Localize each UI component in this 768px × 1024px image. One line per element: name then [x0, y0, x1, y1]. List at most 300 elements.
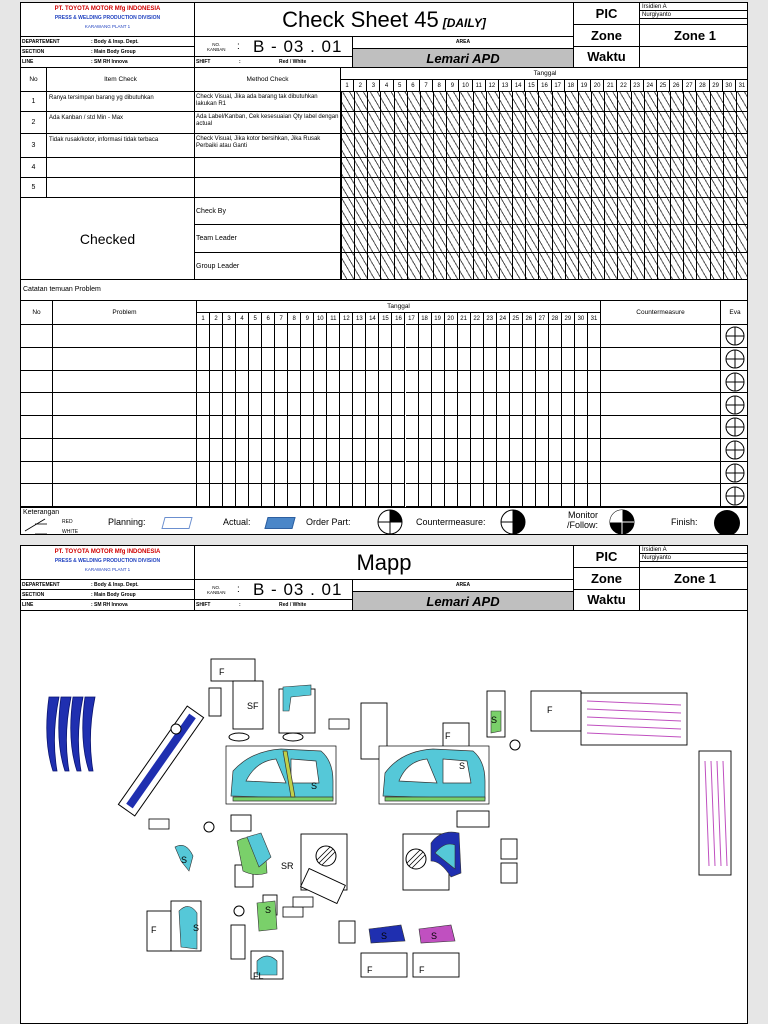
prob-day-cell	[366, 484, 379, 507]
prob-day-header: 3	[223, 313, 236, 325]
prob-day-cell	[406, 484, 419, 507]
prob-day-cell	[392, 325, 405, 348]
prob-day-header: 14	[366, 313, 379, 325]
day-header: 24	[644, 80, 657, 92]
prob-day-header: 4	[236, 313, 249, 325]
prob-row-countermeasure	[601, 348, 721, 371]
prob-day-cell	[471, 439, 484, 462]
prob-day-cell	[471, 484, 484, 507]
prob-col-countermeasure: Countermeasure	[601, 301, 721, 325]
prob-day-cell	[288, 439, 301, 462]
actual-swatch	[264, 517, 295, 529]
prob-row-eva	[721, 439, 748, 462]
prob-day-cell	[432, 439, 445, 462]
prob-day-cell	[523, 325, 536, 348]
prob-day-cell	[197, 325, 210, 348]
pic-zone-block: PIC Irsidien A Nurgiyanto Zone Zone 1 Waktu	[573, 3, 748, 67]
item-check-table	[21, 67, 748, 279]
car-body-side-panel	[379, 746, 489, 804]
prob-day-header: 5	[249, 313, 262, 325]
day-header: 20	[591, 80, 604, 92]
prob-day-cell	[471, 416, 484, 439]
prob-day-cell	[575, 371, 588, 394]
item-check: Ranya tersimpan barang yg dibutuhkan	[47, 92, 195, 112]
prob-day-cell	[588, 325, 601, 348]
map-label-s: S	[311, 781, 318, 791]
prob-day-cell	[484, 348, 497, 371]
map-label-f: F	[367, 965, 373, 975]
prob-row-eva	[721, 325, 748, 348]
prob-day-cell	[340, 484, 353, 507]
prob-day-cell	[353, 484, 366, 507]
prob-day-header: 21	[458, 313, 471, 325]
prob-day-cell	[419, 462, 432, 485]
prob-day-cell	[249, 439, 262, 462]
prob-day-cell	[392, 348, 405, 371]
prob-day-header: 7	[275, 313, 288, 325]
eval-circle-icon	[725, 440, 745, 460]
prob-day-cell	[223, 393, 236, 416]
prob-day-cell	[197, 371, 210, 394]
prob-day-cell	[379, 348, 392, 371]
method-check	[195, 178, 341, 198]
prob-day-header: 20	[445, 313, 458, 325]
prob-day-cell	[392, 439, 405, 462]
prob-day-cell	[301, 416, 314, 439]
countermeasure-icon	[500, 509, 526, 535]
prob-day-cell	[314, 484, 327, 507]
prob-day-cell	[340, 348, 353, 371]
map-label-f: F	[547, 705, 553, 715]
prob-day-header: 19	[432, 313, 445, 325]
prob-day-cell	[484, 416, 497, 439]
prob-day-cell	[471, 393, 484, 416]
prob-row-countermeasure	[601, 484, 721, 507]
day-header: 18	[565, 80, 578, 92]
prob-day-cell	[588, 484, 601, 507]
prob-day-cell	[197, 348, 210, 371]
prob-day-cell	[210, 371, 223, 394]
prob-row-countermeasure	[601, 462, 721, 485]
car-body-side-panel	[226, 746, 336, 804]
prob-day-header: 6	[262, 313, 275, 325]
eval-circle-icon	[725, 417, 745, 437]
prob-day-cell	[588, 439, 601, 462]
signature-team-leader: Team Leader	[195, 225, 341, 252]
prob-day-cell	[484, 439, 497, 462]
prob-day-cell	[471, 462, 484, 485]
prob-day-cell	[536, 325, 549, 348]
shift-row: SHIFT : Red / White	[195, 57, 353, 67]
catatan-label: Catatan temuan Problem	[21, 279, 748, 301]
prob-day-cell	[236, 484, 249, 507]
grid-line	[341, 224, 748, 225]
monitor-follow-icon	[609, 509, 635, 535]
prob-row-countermeasure	[601, 439, 721, 462]
prob-day-header: 29	[562, 313, 575, 325]
grid-line	[341, 252, 748, 253]
map-label-f: F	[445, 731, 451, 741]
prob-day-cell	[327, 439, 340, 462]
prob-day-cell	[419, 325, 432, 348]
prob-day-cell	[288, 371, 301, 394]
prob-day-cell	[197, 462, 210, 485]
prob-day-cell	[379, 439, 392, 462]
prob-day-cell	[575, 325, 588, 348]
prob-day-cell	[510, 416, 523, 439]
day-header: 26	[670, 80, 683, 92]
prob-day-cell	[288, 393, 301, 416]
prob-day-cell	[419, 484, 432, 507]
prob-day-cell	[549, 484, 562, 507]
prob-day-cell	[497, 325, 510, 348]
prob-day-cell	[301, 439, 314, 462]
department-row: DEPARTEMENT : Body & Insp. Dept.	[21, 37, 195, 47]
sheet-title: Mapp	[195, 546, 573, 580]
prob-day-cell	[366, 416, 379, 439]
prob-day-cell	[536, 348, 549, 371]
prob-day-cell	[575, 462, 588, 485]
prob-day-header: 17	[406, 313, 419, 325]
order-part-icon	[377, 509, 403, 535]
prob-day-cell	[223, 325, 236, 348]
prob-day-cell	[575, 348, 588, 371]
prob-day-cell	[288, 325, 301, 348]
prob-day-cell	[419, 416, 432, 439]
map-label-f: F	[151, 925, 157, 935]
prob-day-cell	[392, 393, 405, 416]
prob-day-cell	[458, 484, 471, 507]
prob-col-no: No	[21, 301, 53, 325]
prob-day-cell	[236, 393, 249, 416]
prob-day-cell	[510, 325, 523, 348]
prob-day-cell	[288, 348, 301, 371]
prob-day-cell	[210, 462, 223, 485]
prob-day-cell	[432, 371, 445, 394]
prob-row-countermeasure	[601, 371, 721, 394]
prob-row-problem	[53, 462, 197, 485]
prob-day-cell	[379, 416, 392, 439]
prob-day-header: 30	[575, 313, 588, 325]
grid-line	[341, 197, 748, 198]
prob-day-cell	[458, 348, 471, 371]
prob-day-cell	[314, 416, 327, 439]
layout-map	[21, 610, 748, 1024]
pink-roof-parts	[581, 693, 731, 875]
prob-day-cell	[340, 393, 353, 416]
prob-day-cell	[471, 325, 484, 348]
prob-day-cell	[275, 484, 288, 507]
prob-row-no	[21, 325, 53, 348]
prob-day-cell	[223, 371, 236, 394]
grid-line	[341, 157, 748, 158]
prob-day-cell	[536, 371, 549, 394]
prob-row-countermeasure	[601, 393, 721, 416]
map-label-s: S	[265, 905, 272, 915]
day-header: 25	[657, 80, 670, 92]
day-header: 11	[473, 80, 486, 92]
col-tanggal: Tanggal	[341, 68, 748, 80]
item-no: 5	[21, 178, 47, 198]
prob-row-problem	[53, 348, 197, 371]
item-no: 2	[21, 112, 47, 134]
prob-row-no	[21, 371, 53, 394]
prob-day-cell	[353, 325, 366, 348]
division-name: PRESS & WELDING PRODUCTION DIVISION	[54, 15, 161, 21]
eval-circle-icon	[725, 326, 745, 346]
prob-day-cell	[366, 393, 379, 416]
prob-day-cell	[262, 348, 275, 371]
prob-day-cell	[562, 439, 575, 462]
day-header: 12	[486, 80, 499, 92]
prob-day-cell	[484, 325, 497, 348]
prob-day-cell	[223, 484, 236, 507]
map-label-s: S	[459, 761, 466, 771]
prob-day-cell	[301, 348, 314, 371]
prob-day-cell	[406, 439, 419, 462]
prob-day-header: 28	[549, 313, 562, 325]
map-label-s: S	[193, 923, 200, 933]
prob-day-cell	[353, 371, 366, 394]
sheet-title: Check Sheet 45 [DAILY]	[195, 3, 573, 37]
prob-day-cell	[275, 439, 288, 462]
prob-day-cell	[445, 393, 458, 416]
plant-name: KARAWANG PLANT 1	[84, 24, 131, 29]
prob-day-cell	[510, 462, 523, 485]
prob-day-cell	[536, 416, 549, 439]
day-header: 19	[578, 80, 591, 92]
grid-line	[341, 111, 748, 112]
prob-day-cell	[353, 348, 366, 371]
prob-col-tanggal: Tanggal	[197, 301, 601, 313]
prob-day-cell	[484, 393, 497, 416]
col-method: Method Check	[195, 68, 341, 92]
prob-day-cell	[301, 325, 314, 348]
prob-day-header: 12	[340, 313, 353, 325]
prob-day-cell	[262, 439, 275, 462]
method-check	[195, 158, 341, 178]
prob-day-cell	[406, 393, 419, 416]
prob-row-problem	[53, 416, 197, 439]
prob-day-cell	[275, 371, 288, 394]
prob-day-cell	[432, 325, 445, 348]
prob-day-cell	[445, 462, 458, 485]
col-no: No	[21, 68, 47, 92]
prob-day-cell	[588, 462, 601, 485]
parts-layout-drawing	[21, 611, 748, 1024]
section-row: SECTION : Main Body Group	[21, 47, 195, 57]
prob-row-eva	[721, 371, 748, 394]
day-header: 10	[459, 80, 472, 92]
prob-day-cell	[549, 416, 562, 439]
map-label-s: S	[491, 715, 498, 725]
prob-day-cell	[588, 371, 601, 394]
map-label-fl: FL	[253, 971, 264, 981]
eval-circle-icon	[725, 463, 745, 483]
prob-day-header: 1	[197, 313, 210, 325]
method-check: Check Visual, Jika ada barang tak dibutuhkan lakukan R1	[195, 92, 341, 112]
prob-day-cell	[288, 462, 301, 485]
day-header: 29	[710, 80, 723, 92]
item-check: Tidak rusak/kotor, informasi tidak terbaca	[47, 134, 195, 158]
prob-row-countermeasure	[601, 325, 721, 348]
prob-day-cell	[327, 325, 340, 348]
prob-day-cell	[379, 325, 392, 348]
day-header: 4	[380, 80, 393, 92]
prob-row-problem	[53, 325, 197, 348]
prob-day-header: 18	[419, 313, 432, 325]
prob-day-cell	[419, 348, 432, 371]
prob-day-cell	[353, 393, 366, 416]
prob-day-cell	[458, 325, 471, 348]
red-white-arrow-icon	[23, 517, 49, 535]
day-header: 21	[604, 80, 617, 92]
prob-day-cell	[497, 371, 510, 394]
prob-day-cell	[549, 462, 562, 485]
prob-day-cell	[536, 462, 549, 485]
prob-day-cell	[340, 371, 353, 394]
prob-day-cell	[236, 325, 249, 348]
prob-day-cell	[523, 348, 536, 371]
prob-day-cell	[458, 416, 471, 439]
company-name: PT. TOYOTA MOTOR Mfg INDONESIA	[54, 6, 161, 12]
prob-day-cell	[210, 348, 223, 371]
map-label-sf: SF	[247, 701, 259, 711]
prob-day-cell	[549, 393, 562, 416]
prob-day-cell	[419, 393, 432, 416]
prob-day-cell	[223, 348, 236, 371]
company-block: PT. TOYOTA MOTOR Mfg INDONESIA PRESS & WELDING PRODUCTION DIVISION KARAWANG PLANT 1	[21, 546, 195, 580]
prob-day-cell	[484, 462, 497, 485]
grid-line	[341, 177, 748, 178]
prob-day-cell	[301, 371, 314, 394]
prob-day-cell	[327, 371, 340, 394]
day-header: 23	[631, 80, 644, 92]
planning-swatch	[161, 517, 192, 529]
day-header: 31	[736, 80, 748, 92]
prob-day-header: 16	[392, 313, 405, 325]
daily-check-grid	[341, 92, 748, 280]
prob-day-header: 15	[379, 313, 392, 325]
prob-day-cell	[458, 371, 471, 394]
prob-day-cell	[458, 462, 471, 485]
day-header: 15	[525, 80, 538, 92]
prob-day-cell	[575, 416, 588, 439]
prob-day-cell	[562, 393, 575, 416]
prob-day-cell	[392, 462, 405, 485]
prob-row-problem	[53, 484, 197, 507]
item-check	[47, 178, 195, 198]
prob-day-cell	[588, 348, 601, 371]
blue-pillar-parts	[47, 697, 95, 771]
prob-row-countermeasure	[601, 416, 721, 439]
prob-day-cell	[523, 462, 536, 485]
prob-day-cell	[432, 484, 445, 507]
zone-value: Zone 1	[640, 25, 748, 47]
grid-line	[341, 133, 748, 134]
prob-day-cell	[314, 439, 327, 462]
prob-day-cell	[275, 416, 288, 439]
prob-day-cell	[406, 348, 419, 371]
prob-day-cell	[197, 484, 210, 507]
prob-day-header: 25	[510, 313, 523, 325]
prob-day-cell	[562, 416, 575, 439]
prob-day-cell	[197, 393, 210, 416]
prob-day-cell	[497, 439, 510, 462]
prob-day-cell	[327, 416, 340, 439]
prob-day-cell	[210, 325, 223, 348]
prob-day-cell	[497, 416, 510, 439]
prob-day-cell	[432, 393, 445, 416]
prob-day-cell	[588, 416, 601, 439]
prob-day-cell	[301, 484, 314, 507]
eval-circle-icon	[725, 395, 745, 415]
prob-day-cell	[366, 462, 379, 485]
prob-day-header: 13	[353, 313, 366, 325]
prob-day-cell	[314, 462, 327, 485]
prob-day-cell	[445, 348, 458, 371]
prob-day-cell	[523, 371, 536, 394]
prob-day-cell	[236, 348, 249, 371]
prob-row-eva	[721, 484, 748, 507]
eval-circle-icon	[725, 486, 745, 506]
prob-day-cell	[249, 462, 262, 485]
prob-day-cell	[497, 348, 510, 371]
prob-day-cell	[562, 371, 575, 394]
item-no: 3	[21, 134, 47, 158]
prob-day-cell	[262, 484, 275, 507]
prob-day-cell	[249, 348, 262, 371]
line-row: LINE : SM RH Innova	[21, 57, 195, 67]
prob-day-header: 10	[314, 313, 327, 325]
col-item: Item Check	[47, 68, 195, 92]
prob-day-cell	[549, 325, 562, 348]
prob-day-cell	[353, 416, 366, 439]
prob-day-cell	[249, 416, 262, 439]
prob-day-cell	[445, 484, 458, 507]
check-sheet	[20, 2, 748, 535]
prob-day-cell	[340, 325, 353, 348]
prob-col-eva: Eva	[721, 301, 748, 325]
prob-day-cell	[379, 484, 392, 507]
area-block: AREA Lemari APD	[353, 37, 573, 67]
prob-day-cell	[406, 462, 419, 485]
prob-day-cell	[549, 371, 562, 394]
prob-day-cell	[223, 462, 236, 485]
prob-day-cell	[484, 484, 497, 507]
prob-day-cell	[236, 371, 249, 394]
prob-day-cell	[275, 393, 288, 416]
company-block	[21, 3, 195, 37]
prob-day-header: 26	[523, 313, 536, 325]
prob-day-header: 31	[588, 313, 601, 325]
map-sheet	[20, 545, 748, 1024]
prob-row-eva	[721, 393, 748, 416]
kanban-code: B - 03 . 01	[253, 37, 343, 56]
kanban-block: NO. KANBAN : B - 03 . 01	[195, 37, 353, 57]
prob-day-cell	[340, 416, 353, 439]
prob-row-no	[21, 462, 53, 485]
prob-day-cell	[275, 348, 288, 371]
prob-row-no	[21, 393, 53, 416]
map-label-f: F	[419, 965, 425, 975]
day-header: 7	[420, 80, 433, 92]
prob-row-problem	[53, 371, 197, 394]
prob-day-cell	[379, 393, 392, 416]
item-no: 1	[21, 92, 47, 112]
prob-day-header: 11	[327, 313, 340, 325]
prob-day-header: 27	[536, 313, 549, 325]
